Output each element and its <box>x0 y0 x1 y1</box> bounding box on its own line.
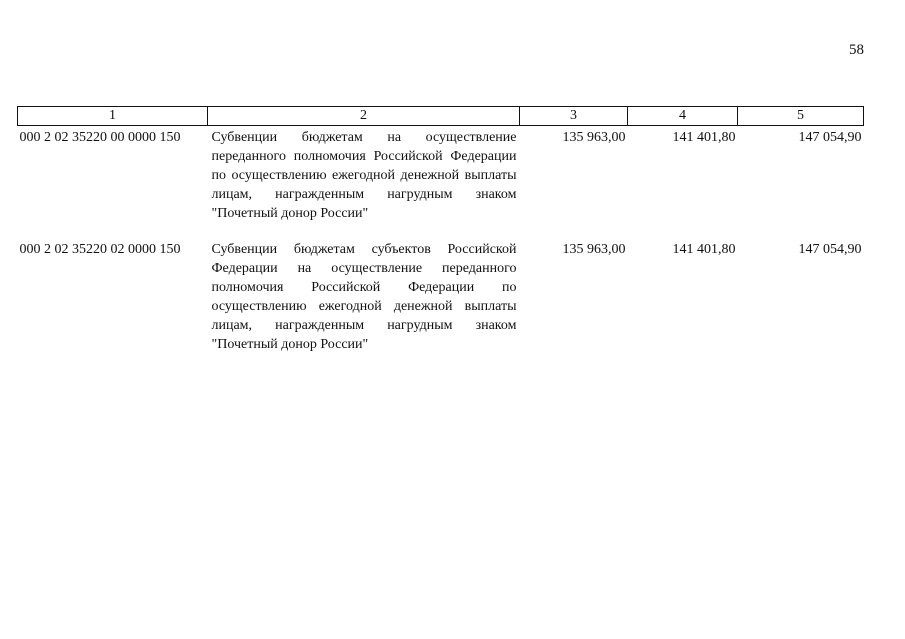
row-description: Субвенции бюджетам субъектов Российской Федерации на осуществление переданного полномочия Российской Федерации по осуществлению ежегодной денежной выплаты лицам, награжденным нагрудным знаком "Почетный донор России" <box>211 242 517 352</box>
header-col-4: 4 <box>628 107 738 126</box>
row-amount-col5: 147 054,90 <box>798 130 862 145</box>
header-col-5: 5 <box>738 107 864 126</box>
row-amount-col4: 141 401,80 <box>672 130 736 145</box>
row-amount-col3: 135 963,00 <box>562 242 626 257</box>
row-code: 000 2 02 35220 00 0000 150 <box>19 130 181 145</box>
row-amount-col5: 147 054,90 <box>798 242 862 257</box>
row-amount-col3: 135 963,00 <box>562 130 626 145</box>
table-row <box>18 126 864 224</box>
page-number: 58 <box>849 42 864 58</box>
table-row <box>18 238 864 354</box>
row-amount-col4: 141 401,80 <box>672 242 736 257</box>
table-body <box>18 126 864 355</box>
row-code: 000 2 02 35220 02 0000 150 <box>19 242 181 257</box>
header-col-1: 1 <box>18 107 208 126</box>
row-description: Субвенции бюджетам на осуществление переданного полномочия Российской Федерации по осуществлению ежегодной денежной выплаты лицам, награжденным нагрудным знаком "Почетный донор России" <box>211 130 517 221</box>
row-spacer <box>18 223 864 238</box>
header-col-3: 3 <box>520 107 628 126</box>
header-row <box>18 107 864 126</box>
spacer-cell <box>18 223 864 238</box>
table-header <box>18 107 864 126</box>
header-col-2: 2 <box>208 107 520 126</box>
budget-table <box>17 106 864 354</box>
